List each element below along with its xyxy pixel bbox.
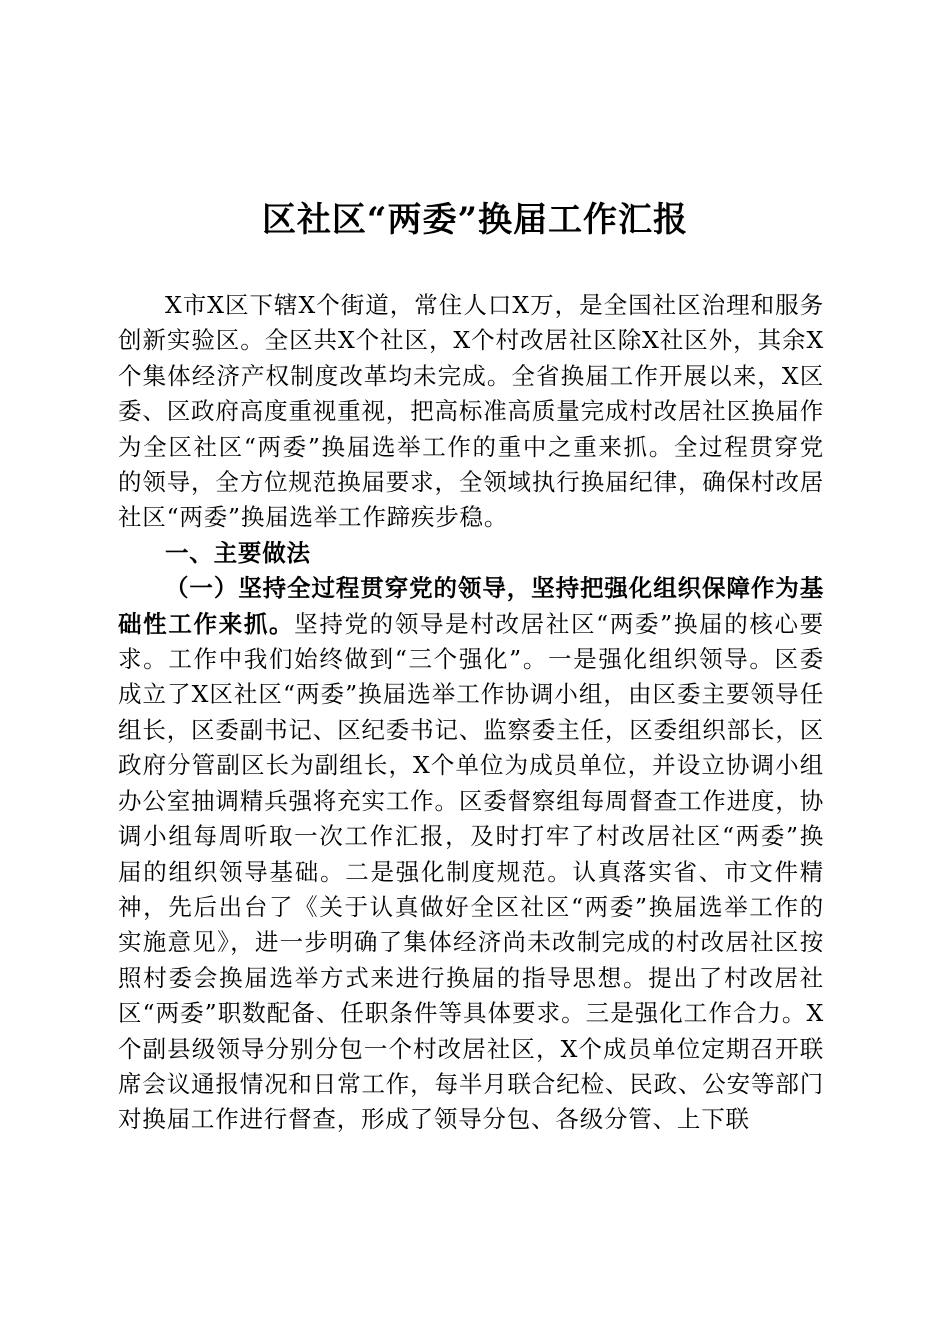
subsection-body: 坚持党的领导是村改居社区“两委”换届的核心要求。工作中我们始终做到“三个强化”。一是强化组织领导。区委成立了X区社区“两委”换届选举工作协调小组，由区委主要领导任组长，区委副书记、区纪委书记、监察委主任，区委组织部长，区政府分管副区长为副组长，X个单位为成员单位，并设立协调小组办公室抽调精兵强将充实工作。区委督察组每周督查工作进度，协调小组每周听取一次工作汇报，及时打牢了村改居社区“两委”换届的组织领导基础。二是强化制度规范。认真落实省、市文件精神，先后出台了《关于认真做好全区社区“两委”换届选举工作的实施意见》，进一步明确了集体经济尚未改制完成的村改居社区按照村委会换届选举方式来进行换届的指导思想。提出了村改居社区“两委”职数配备、任职条件等具体要求。三是强化工作合力。X个副县级领导分别分包一个村改居社区，X个成员单位定期召开联席会议通报情况和日常工作，每半月联合纪检、民政、公安等部门对换届工作进行督查，形成了领导分包、各级分管、上下联 bbox=[118, 609, 824, 1134]
intro-paragraph: X市X区下辖X个街道，常住人口X万，是全国社区治理和服务创新实验区。全区共X个社区，X个村改居社区除X社区外，其余X个集体经济产权制度改革均未完成。全省换届工作开展以来，X区委、区政府高度重视重视，把高标准高质量完成村改居社区换届作为全区社区“两委”换届选举工作的重中之重来抓。全过程贯穿党的领导，全方位规范换届要求，全领域执行换届纪律，确保村改居社区“两委”换届选举工作蹄疾步稳。 bbox=[118, 291, 824, 532]
document-body bbox=[118, 288, 824, 1138]
section-heading: 一、主要做法 bbox=[165, 538, 311, 567]
subsection-paragraph bbox=[118, 571, 824, 1138]
document-title: 区社区“两委”换届工作汇报 bbox=[261, 200, 689, 240]
subsection-lead: （一）坚持全过程贯穿党的领导，坚持把强化组织保障作为基础性工作来抓。 bbox=[118, 574, 824, 638]
